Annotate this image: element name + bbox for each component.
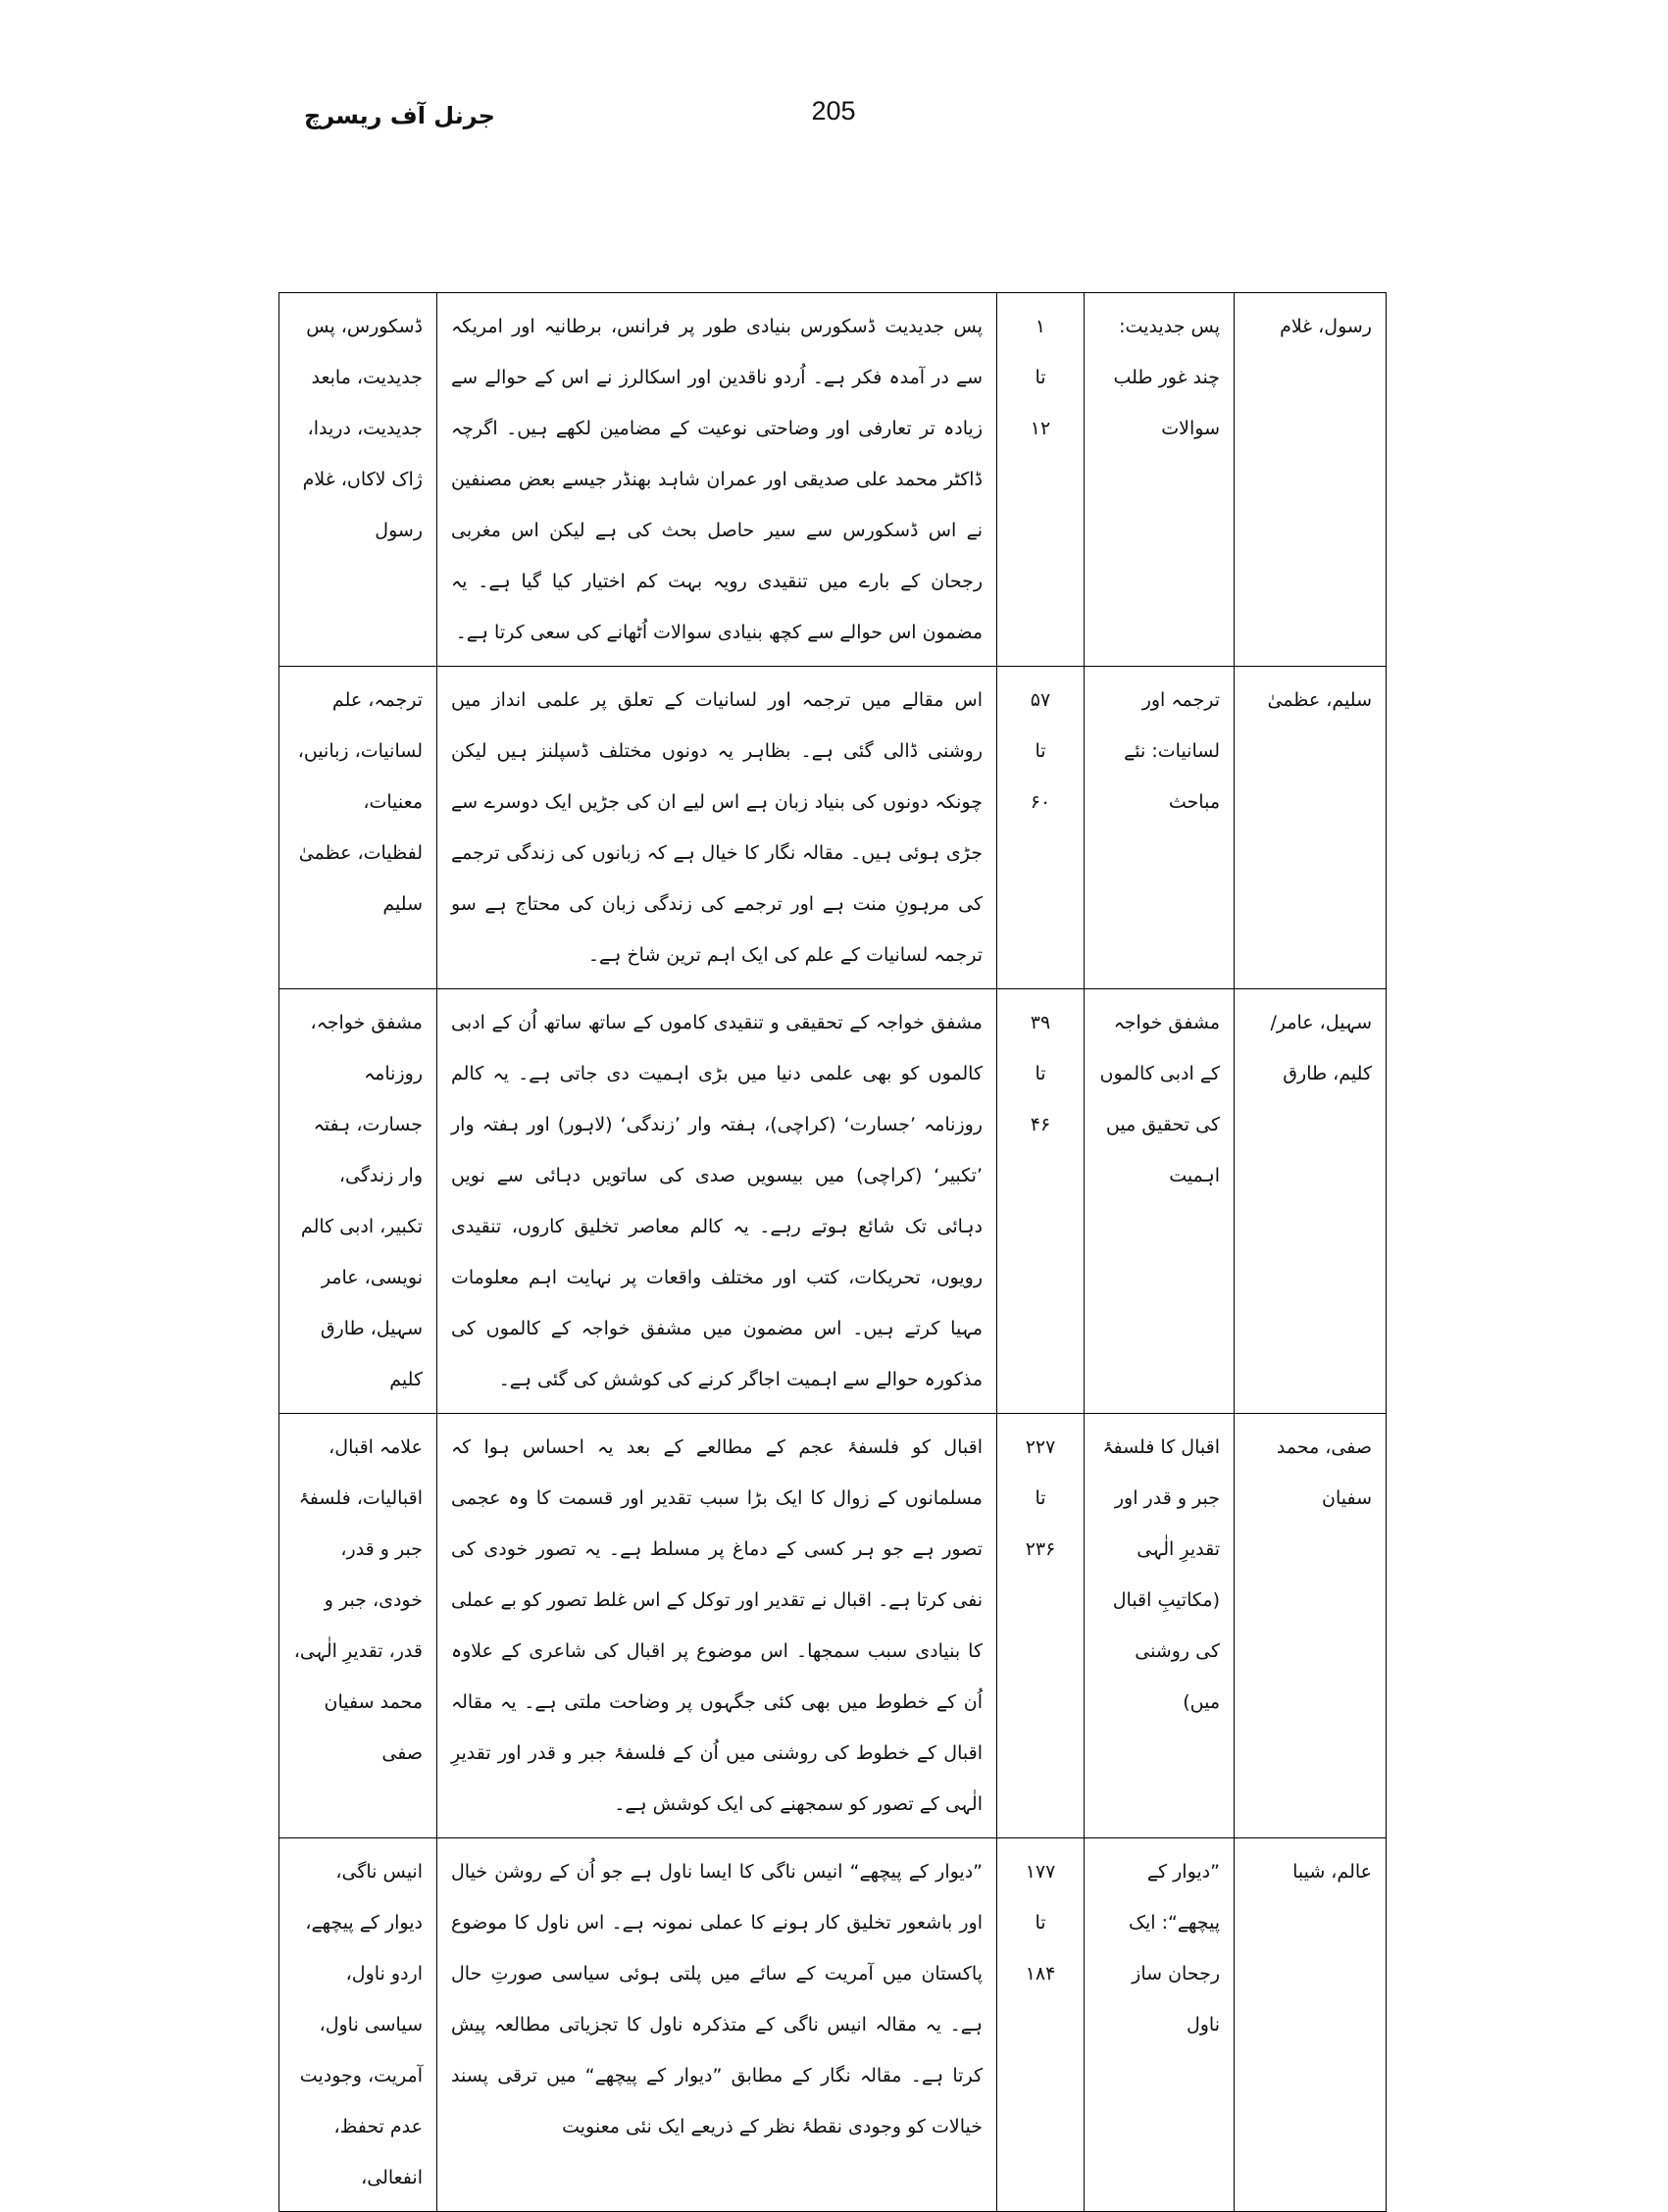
table-row — [279, 293, 1387, 667]
pages-cell — [997, 667, 1085, 989]
author-cell: سہیل، عامر/کلیم، طارق — [1235, 989, 1387, 1414]
abstract-cell: پس جدیدیت ڈسکورس بنیادی طور پر فرانس، برطانیہ اور امریکہ سے در آمدہ فکر ہے۔ اُردو ناقدین اور اسکالرز نے اس کے حوالے سے زیادہ تر تعارفی اور وضاحتی نوعیت کے مضامین لکھے ہیں۔ اگرچہ ڈاکٹر محمد علی صدیقی اور عمران شاہد بھنڈر جیسے بعض مصنفین نے اس ڈسکورس سے سیر حاصل بحث کی ہے لیکن اس مغربی رجحان کے بارے میں تنقیدی رویہ بہت کم اختیار کیا گیا ہے۔ یہ مضمون اس حوالے سے کچھ بنیادی سوالات اُٹھانے کی سعی کرتا ہے۔ — [437, 293, 997, 667]
title-cell: پس جدیدیت: چند غور طلب سوالات — [1085, 293, 1235, 667]
page-end: ۲۳۶ — [1025, 1538, 1056, 1560]
author-cell: صفی، محمد سفیان — [1235, 1414, 1387, 1838]
page-end: ۱۸۴ — [1025, 1963, 1056, 1985]
keywords-cell: ڈسکورس، پس جدیدیت، مابعد جدیدیت، دریدا، ژاک لاکاں، غلام رسول — [279, 293, 437, 667]
page-to: تا — [1035, 740, 1046, 762]
bibliography-table — [278, 292, 1387, 2212]
page-start: ۱۷۷ — [1025, 1861, 1056, 1883]
abstract-cell: مشفق خواجہ کے تحقیقی و تنقیدی کاموں کے ساتھ ساتھ اُن کے ادبی کالموں کو بھی علمی دنیا میں بڑی اہمیت دی جاتی ہے۔ یہ کالم روزنامہ ’جسارت‘ (کراچی)، ہفتہ وار ’زندگی‘ (لاہور) اور ہفتہ وار ’تکبیر‘ (کراچی) میں بیسویں صدی کی ساتویں دہائی سے نویں دہائی تک شائع ہوتے رہے۔ یہ کالم معاصر تخلیق کاروں، تنقیدی رویوں، تحریکات، کتب اور مختلف واقعات پر نہایت اہم معلومات مہیا کرتے ہیں۔ اس مضمون میں مشفق خواجہ کے کالموں کی مذکورہ حوالے سے اہمیت اجاگر کرنے کی کوشش کی گئی ہے۔ — [437, 989, 997, 1414]
table-row — [279, 989, 1387, 1414]
page-end: ۶۰ — [1030, 791, 1051, 813]
page-number: 205 — [811, 96, 856, 126]
page-to: تا — [1035, 367, 1046, 388]
title-cell: ترجمہ اور لسانیات: نئے مباحث — [1085, 667, 1235, 989]
keywords-cell: انیس ناگی، دیوار کے پیچھے، اردو ناول، سیاسی ناول، آمریت، وجودیت عدم تحفظ، انفعالی، — [279, 1838, 437, 2212]
title-cell: مشفق خواجہ کے ادبی کالموں کی تحقیق میں اہمیت — [1085, 989, 1235, 1414]
table-row — [279, 667, 1387, 989]
table-row — [279, 1414, 1387, 1838]
author-cell: عالم، شیبا — [1235, 1838, 1387, 2212]
page-to: تا — [1035, 1063, 1046, 1084]
pages-cell — [997, 989, 1085, 1414]
author-cell: سلیم، عظمیٰ — [1235, 667, 1387, 989]
page-to: تا — [1035, 1912, 1046, 1934]
pages-cell — [997, 293, 1085, 667]
abstract-cell: اس مقالے میں ترجمہ اور لسانیات کے تعلق پر علمی انداز میں روشنی ڈالی گئی ہے۔ بظاہر یہ دونوں مختلف ڈسپلنز ہیں لیکن چونکہ دونوں کی بنیاد زبان ہے اس لیے ان کی جڑیں ایک دوسرے سے جڑی ہوئی ہیں۔ مقالہ نگار کا خیال ہے کہ زبانوں کی زندگی ترجمے کی مرہونِ منت ہے اور ترجمے کی زندگی زبان کی محتاج ہے سو ترجمہ لسانیات کے علم کی ایک اہم ترین شاخ ہے۔ — [437, 667, 997, 989]
title-cell: ”دیوار کے پیچھے“: ایک رجحان ساز ناول — [1085, 1838, 1235, 2212]
page-start: ۵۷ — [1030, 689, 1051, 711]
table-row — [279, 1838, 1387, 2212]
page-to: تا — [1035, 1487, 1046, 1509]
keywords-cell: ترجمہ، علم لسانیات، زبانیں، معنیات، لفظیات، عظمیٰ سلیم — [279, 667, 437, 989]
page-start: ۲۲۷ — [1025, 1436, 1056, 1458]
title-cell: اقبال کا فلسفۂ جبر و قدر اور تقدیرِ الٰہی (مکاتیبِ اقبال کی روشنی میں) — [1085, 1414, 1235, 1838]
keywords-cell: علامہ اقبال، اقبالیات، فلسفۂ جبر و قدر، خودی، جبر و قدر، تقدیرِ الٰہی، محمد سفیان صفی — [279, 1414, 437, 1838]
page-end: ۴۶ — [1030, 1114, 1051, 1135]
author-cell: رسول، غلام — [1235, 293, 1387, 667]
pages-cell — [997, 1838, 1085, 2212]
page-start: ۱ — [1035, 316, 1046, 337]
page-start: ۳۹ — [1030, 1012, 1051, 1033]
keywords-cell: مشفق خواجہ، روزنامہ جسارت، ہفتہ وار زندگی، تکبیر، ادبی کالم نویسی، عامر سہیل، طارق کلیم — [279, 989, 437, 1414]
abstract-cell: ”دیوار کے پیچھے“ انیس ناگی کا ایسا ناول ہے جو اُن کے روشن خیال اور باشعور تخلیق کار ہونے کا عملی نمونہ ہے۔ اس ناول کا موضوع پاکستان میں آمریت کے سائے میں پلتی ہوئی سیاسی صورتِ حال ہے۔ یہ مقالہ انیس ناگی کے متذکرہ ناول کا تجزیاتی مطالعہ پیش کرتا ہے۔ مقالہ نگار کے مطابق ”دیوار کے پیچھے“ میں ترقی پسند خیالات کو وجودی نقطۂ نظر کے ذریعے ایک نئی معنویت — [437, 1838, 997, 2212]
abstract-cell: اقبال کو فلسفۂ عجم کے مطالعے کے بعد یہ احساس ہوا کہ مسلمانوں کے زوال کا ایک بڑا سبب تقدیر اور قسمت کا وہ عجمی تصور ہے جو ہر کسی کے دماغ پر مسلط ہے۔ یہ تصور خودی کی نفی کرتا ہے۔ اقبال نے تقدیر اور توکل کے اس غلط تصور کو بے عملی کا بنیادی سبب سمجھا۔ اس موضوع پر اقبال کی شاعری کے علاوہ اُن کے خطوط میں بھی کئی جگہوں پر وضاحت ملتی ہے۔ یہ مقالہ اقبال کے خطوط کی روشنی میں اُن کے فلسفۂ جبر و قدر اور تقدیرِ الٰہی کے تصور کو سمجھنے کی ایک کوشش ہے۔ — [437, 1414, 997, 1838]
pages-cell — [997, 1414, 1085, 1838]
page-end: ۱۲ — [1030, 418, 1051, 439]
journal-title: جرنل آف ریسرچ — [304, 102, 495, 129]
